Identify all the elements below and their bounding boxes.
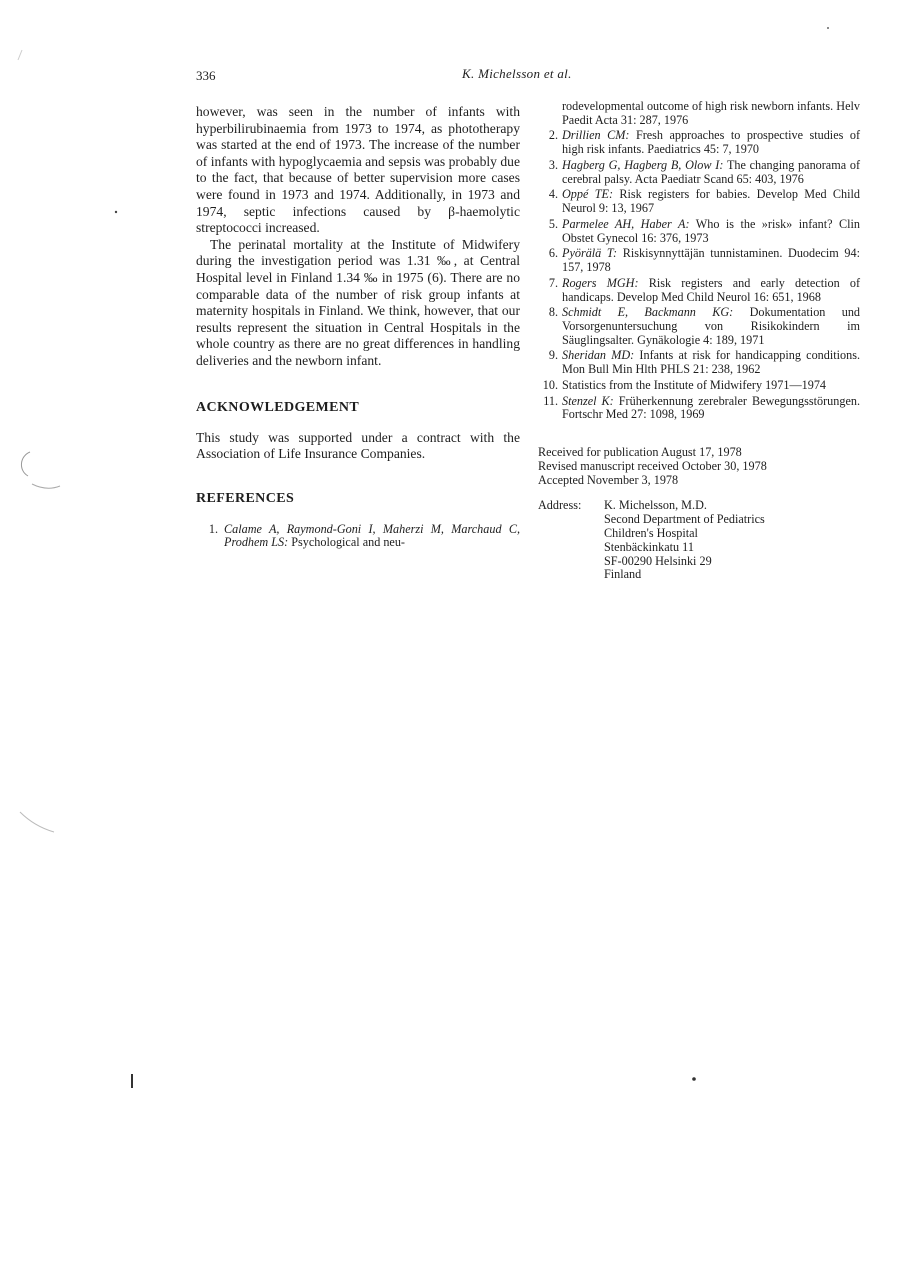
address-line: SF-00290 Helsinki 29 (604, 553, 712, 568)
address-line: Stenbäckinkatu 11 (604, 539, 694, 554)
reference-authors: Pyörälä T: (562, 246, 618, 261)
received-date: Received for publication August 17, 1978 (538, 445, 742, 460)
publication-dates (538, 446, 860, 487)
reference-authors: Sheridan MD: (562, 348, 635, 363)
reference-number: 9. (548, 348, 558, 363)
accepted-date: Accepted November 3, 1978 (538, 472, 679, 487)
reference-item-1-continued: rodevelopmental outcome of high risk newborn infants. Helv Paedit Acta 31: 287, 1976 (562, 99, 860, 127)
reference-authors: Schmidt E, Backmann KG: (562, 305, 734, 320)
reference-item-3 (538, 159, 860, 186)
address-line: Finland (604, 567, 642, 582)
reference-authors: Oppé TE: (562, 187, 613, 202)
reference-list-right (538, 129, 860, 422)
reference-text: Dokumentation und Vorsorgenuntersuchung von Risikokindern im Säuglingsalter. Gynäkologie 4: 189, 1971 (562, 305, 861, 347)
reference-number: 2. (548, 128, 558, 143)
reference-number: 5. (548, 216, 558, 231)
reference-item-7 (538, 277, 860, 304)
reference-number: 1. (208, 521, 218, 536)
reference-authors: Drillien CM: (562, 128, 630, 143)
reference-authors: Parmelee AH, Haber A: (562, 216, 690, 231)
reference-item-1 (196, 523, 520, 550)
reference-text: Risk registers and early detection of handicaps. Develop Med Child Neurol 16: 651, 1968 (562, 275, 861, 304)
right-column (538, 100, 860, 582)
reference-number: 4. (548, 187, 558, 202)
reference-item-6 (538, 247, 860, 274)
reference-text: Statistics from the Institute of Midwifery 1971—1974 (562, 377, 827, 392)
reference-text: Riskisynnyttäjän tunnistaminen. Duodecim 94: 157, 1978 (562, 246, 861, 275)
reference-list-left (196, 523, 520, 550)
reference-text: The changing panorama of cerebral palsy. Acta Paediatr Scand 65: 403, 1976 (562, 157, 861, 186)
reference-text: Früherkennung zerebraler Bewegungsstörungen. Fortschr Med 27: 1098, 1969 (562, 393, 860, 422)
reference-authors: Rogers MGH: (562, 275, 639, 290)
reference-number: 6. (548, 246, 558, 261)
address-line: K. Michelsson, M.D. (604, 498, 707, 513)
reference-item-10 (538, 379, 860, 393)
body-paragraph-1: however, was seen in the number of infants with hyperbilirubinaemia from 1973 to 1974, as phototherapy was started at the end of 1973. The increase of the number of infants with hypoglycaemia and sepsis was probably due to the fact, that because of better supervision more cases were found in 1973 and 1974. Additionally, in 1973 and 1974, septic infections caused by β-haemolytic streptococci increased. (196, 104, 520, 236)
reference-text: Who is the »risk» infant? Clin Obstet Gynecol 16: 376, 1973 (562, 216, 860, 245)
reference-authors: Calame A, Raymond-Goni I, Maherzi M, Marchaud C, Prodhem LS: (224, 521, 520, 550)
reference-number: 8. (548, 305, 558, 320)
reference-text: Risk registers for babies. Develop Med Child Neurol 9: 13, 1967 (562, 187, 860, 216)
reference-text: Fresh approaches to prospective studies of high risk infants. Paediatrics 45: 7, 1970 (562, 128, 860, 157)
acknowledgement-heading: ACKNOWLEDGEMENT (196, 399, 360, 415)
address-label: Address: (538, 498, 582, 513)
page-number: 336 (196, 68, 216, 83)
address-lines (604, 499, 765, 582)
references-heading: REFERENCES (196, 490, 295, 506)
acknowledgement-text: This study was supported under a contract with the Association of Life Insurance Companies. (196, 429, 520, 462)
left-column (196, 104, 520, 552)
address-line: Second Department of Pediatrics (604, 512, 765, 527)
running-head: K. Michelsson et al. (462, 66, 572, 81)
reference-item-5 (538, 218, 860, 245)
reference-authors: Stenzel K: (562, 393, 614, 408)
reference-text: Infants at risk for handicapping conditions. Mon Bull Min Hlth PHLS 21: 238, 1962 (562, 348, 860, 377)
reference-number: 10. (542, 377, 558, 392)
reference-text: Psychological and neu- (291, 535, 405, 550)
reference-number: 11. (543, 393, 558, 408)
reference-item-8 (538, 306, 860, 347)
revised-date: Revised manuscript received October 30, 1978 (538, 458, 767, 473)
reference-number: 7. (548, 275, 558, 290)
reference-authors: Hagberg G, Hagberg B, Olow I: (562, 157, 724, 172)
body-paragraph-2: The perinatal mortality at the Institute of Midwifery during the investigation period was 1.31 ‰, at Central Hospital level in Finland 1.34 ‰ in 1975 (6). There are no comparable data of the number of risk group infants at maternity hospitals in Finland. We think, however, that our results represent the situation in Central Hospitals in the whole country as there are no great differences in handling deliveries and the newborn infant. (196, 236, 520, 368)
reference-item-11 (538, 395, 860, 422)
reference-item-4 (538, 188, 860, 215)
reference-number: 3. (548, 157, 558, 172)
address-line: Children's Hospital (604, 526, 698, 541)
reference-item-2 (538, 129, 860, 156)
reference-item-9 (538, 349, 860, 376)
author-address (538, 499, 860, 582)
